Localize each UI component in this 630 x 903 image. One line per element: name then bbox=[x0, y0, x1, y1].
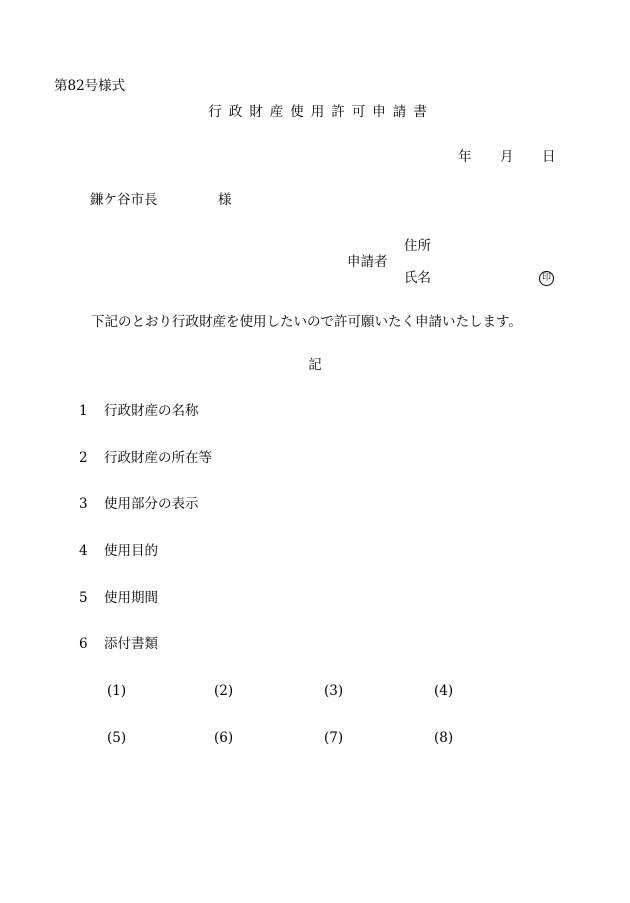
attachment-slot: (4) bbox=[434, 683, 454, 699]
date-month-label: 月 bbox=[500, 149, 514, 165]
item-label: 添付書類 bbox=[104, 636, 158, 652]
attachment-slot: (5) bbox=[107, 730, 127, 746]
item-label: 使用部分の表示 bbox=[104, 496, 199, 512]
item-number: 6 bbox=[79, 636, 88, 652]
item-number: 4 bbox=[79, 543, 88, 559]
list-item bbox=[79, 452, 212, 466]
ki-heading: 記 bbox=[308, 357, 322, 373]
attachment-slot: (3) bbox=[324, 683, 344, 699]
item-label: 使用目的 bbox=[104, 543, 158, 559]
item-number: 1 bbox=[79, 403, 88, 419]
applicant-label: 申請者 bbox=[347, 254, 388, 270]
list-item bbox=[79, 405, 199, 419]
address-label: 住所 bbox=[404, 238, 431, 254]
attachment-slot: (7) bbox=[324, 730, 344, 746]
item-label: 使用期間 bbox=[104, 590, 158, 606]
date-day-label: 日 bbox=[542, 149, 556, 165]
name-label: 氏名 bbox=[404, 270, 431, 286]
list-item bbox=[79, 638, 158, 652]
attachment-slot: (8) bbox=[434, 730, 454, 746]
list-item bbox=[79, 592, 158, 606]
attachment-slot: (1) bbox=[107, 683, 127, 699]
date-year-label: 年 bbox=[458, 149, 472, 165]
seal-icon: 印 bbox=[539, 271, 554, 286]
item-number: 2 bbox=[79, 450, 88, 466]
item-number: 3 bbox=[79, 496, 88, 512]
list-item bbox=[79, 545, 158, 559]
attachment-slot: (2) bbox=[214, 683, 234, 699]
item-label: 行政財産の名称 bbox=[104, 403, 199, 419]
document-title: 行政財産使用許可申請書 bbox=[208, 104, 434, 120]
form-number: 第82号様式 bbox=[54, 78, 126, 94]
list-item bbox=[79, 498, 199, 512]
item-label: 行政財産の所在等 bbox=[104, 450, 212, 466]
request-statement: 下記のとおり行政財産を使用したいので許可願いたく申請いたします。 bbox=[91, 314, 522, 330]
addressee-name: 鎌ケ谷市長 bbox=[90, 192, 158, 208]
attachment-slot: (6) bbox=[214, 730, 234, 746]
item-number: 5 bbox=[79, 590, 88, 606]
addressee-honorific: 様 bbox=[218, 192, 232, 208]
